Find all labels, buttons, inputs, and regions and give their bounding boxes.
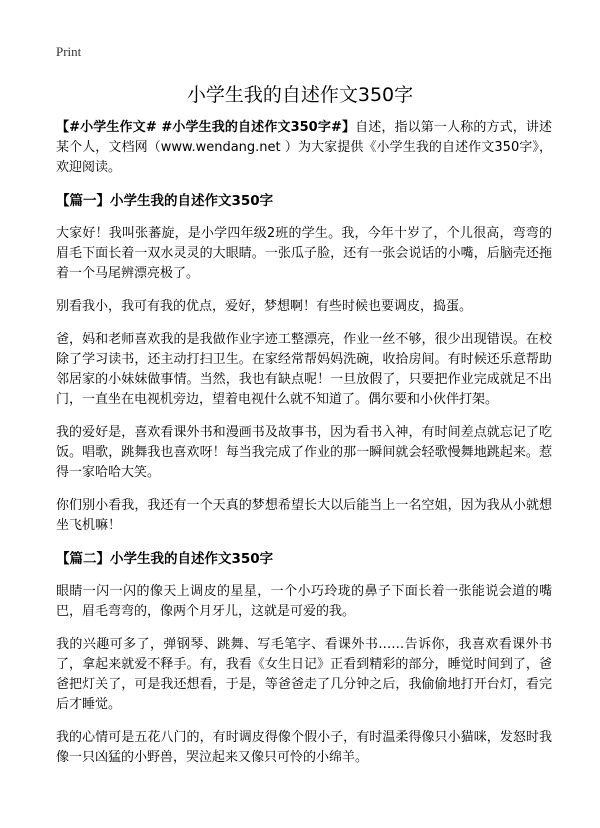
section-paragraph: 别看我小，我可有我的优点，爱好，梦想啊！有些时候也要调皮，捣蛋。	[56, 299, 473, 314]
section-heading: 【篇一】小学生我的自述作文350字	[56, 193, 274, 209]
section-paragraph: 眼睛一闪一闪的像天上调皮的星星，一个小巧玲珑的鼻子下面长着一张能说会道的嘴巴，眉毛弯弯的，像两个月牙儿，这就是可爱的我。	[56, 584, 552, 619]
section-paragraph: 我的心情可是五花八门的，有时调皮得像个假小子，有时温柔得像只小猫咪，发怒时我像一只凶猛的小野兽，哭泣起来又像只可怜的小绵羊。	[56, 730, 552, 765]
print-label: Print	[56, 44, 82, 59]
intro-text: 自述，指以第一人称的方式，讲述某个人，文档网（www.wendang.net ）为大家提供《小学生我的自述作文350字》，欢迎阅读。	[56, 120, 552, 175]
intro-tags: 【#小学生作文# #小学生我的自述作文350字#】	[56, 120, 356, 135]
section-heading: 【篇二】小学生我的自述作文350字	[56, 551, 274, 567]
section-paragraph: 我的爱好是，喜欢看课外书和漫画书及故事书，因为看书入神，有时间差点就忘记了吃饭。唱歌，跳舞我也喜欢呀！每当我完成了作业的那一瞬间就会轻歌慢舞地跳起来。惹得一家哈哈大笑。	[56, 425, 552, 480]
article-body	[56, 118, 552, 781]
page-title: 小学生我的自述作文350字	[186, 84, 414, 106]
section-paragraph: 大家好！我叫张蕃旋，是小学四年级2班的学生。我，今年十岁了，个儿很高，弯弯的眉毛下面长着一双水灵灵的大眼睛。一张瓜子脸，还有一张会说话的小嘴，后脑壳还拖着一个马尾辨漂亮极了。	[56, 226, 552, 281]
section-paragraph: 爸，妈和老师喜欢我的是我做作业字迹工整漂亮，作业一丝不够，很少出现错误。在校除了学习读书，还主动打扫卫生。在家经常帮妈妈洗碗，收拾房间。有时候还乐意帮助邻居家的小妹妹做事情。当然，我也有缺点呢！一旦放假了，只要把作业完成就足不出门，一直坐在电视机旁边，望着电视什么就不知道了。偶尔要和小伙伴打架。	[56, 332, 552, 407]
intro-paragraph	[56, 118, 552, 178]
section-paragraph: 你们别小看我，我还有一个天真的梦想希望长大以后能当上一名空姐，因为我从小就想坐飞机嘛！	[56, 498, 552, 533]
section-paragraph: 我的兴趣可多了，弹钢琴、跳舞、写毛笔字、看课外书……告诉你，我喜欢看课外书了，拿起来就爱不释手。有，我看《女生日记》正看到精彩的部分，睡觉时间到了，爸爸把灯关了，可是我还想看，于是，等爸爸走了几分钟之后，我偷偷地打开台灯，看完后才睡觉。	[56, 637, 552, 712]
